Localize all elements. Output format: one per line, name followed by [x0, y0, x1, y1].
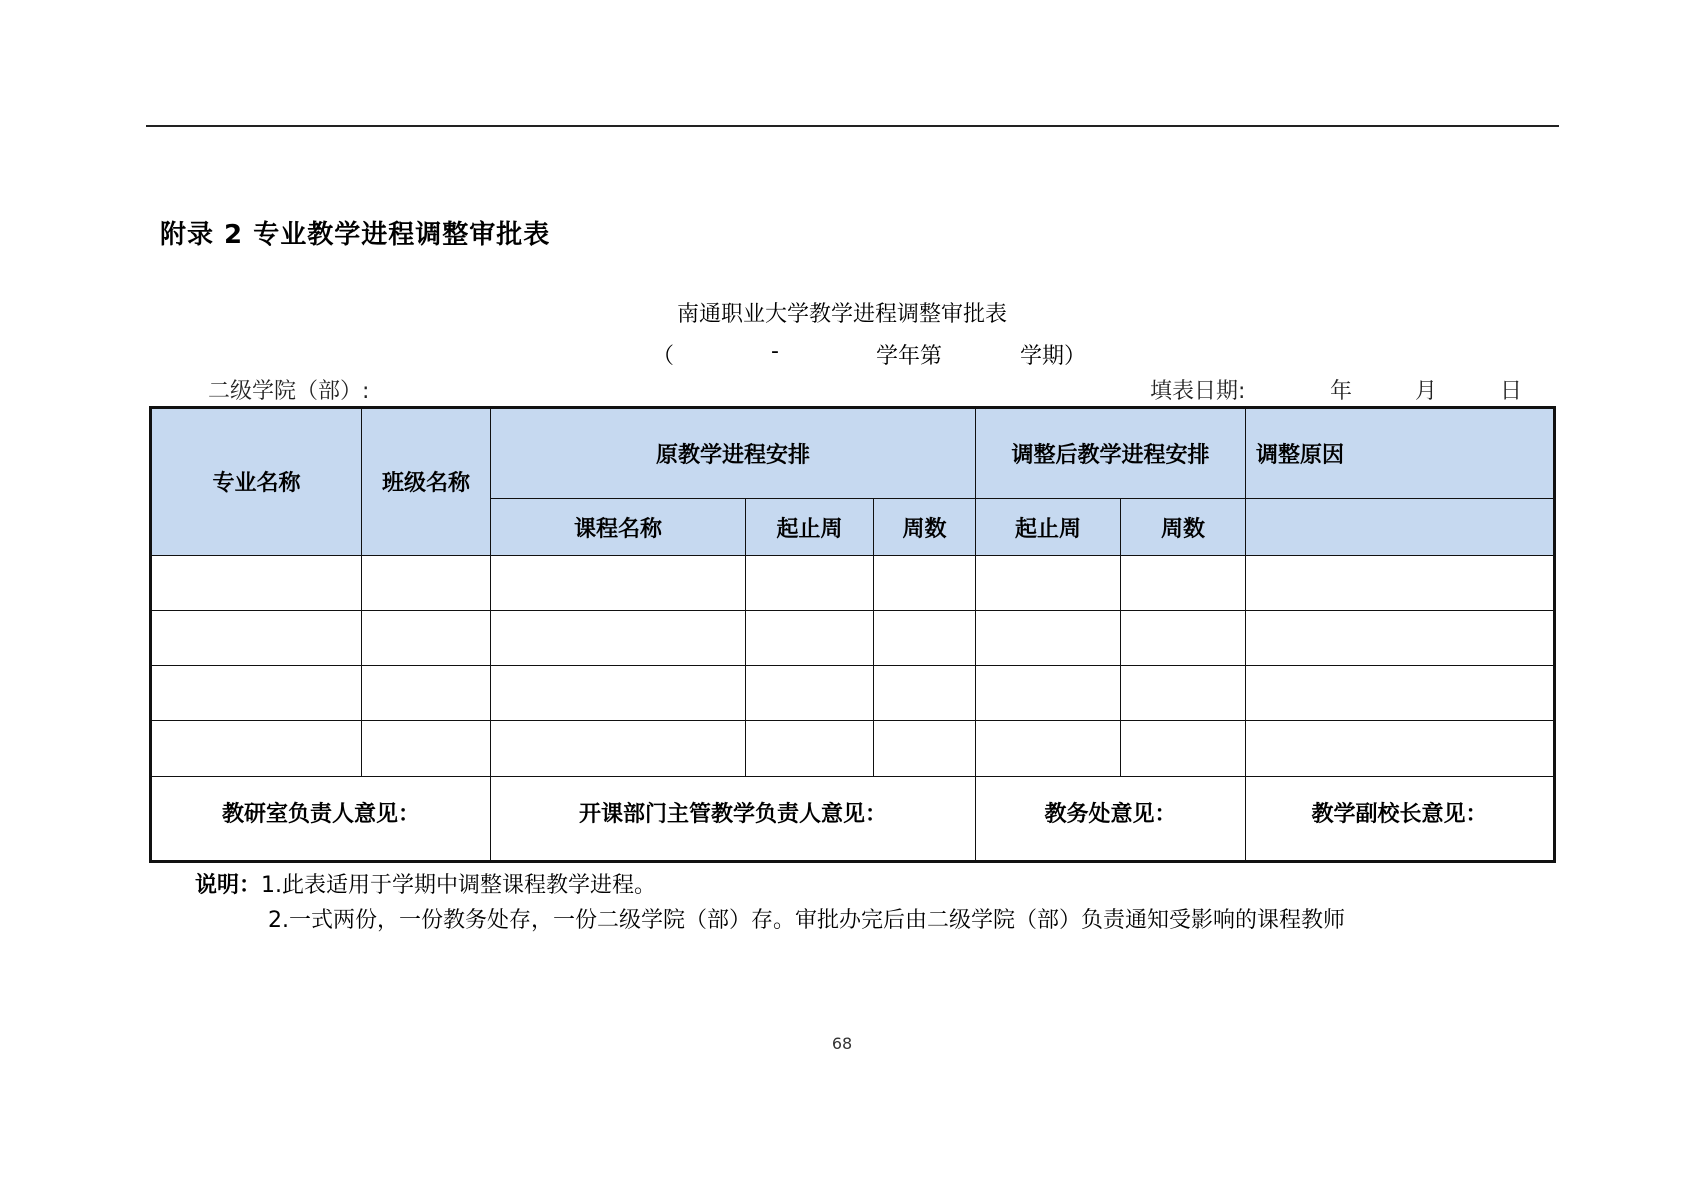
table-row [151, 666, 1555, 721]
cell-reason[interactable] [1246, 555, 1555, 610]
cell-course[interactable] [491, 721, 746, 776]
cell-orig-count[interactable] [874, 666, 976, 721]
page-number: 68 [831, 1034, 853, 1053]
cell-class[interactable] [362, 666, 491, 721]
cell-adj-range[interactable] [976, 555, 1121, 610]
header-major-name: 专业名称 [151, 408, 362, 556]
header-class-name: 班级名称 [362, 408, 491, 556]
cell-orig-range[interactable] [746, 610, 874, 665]
header-adjust-reason: 调整原因 [1246, 408, 1555, 499]
header-rule [146, 125, 1559, 127]
cell-course[interactable] [491, 666, 746, 721]
academic-year-label: 学年第 [876, 344, 943, 369]
date-year-label: 年 [1330, 379, 1353, 404]
cell-adj-count[interactable] [1121, 666, 1246, 721]
header-adj-week-count: 周数 [1121, 499, 1246, 555]
header-adj-week-range: 起止周 [976, 499, 1121, 555]
cell-adj-count[interactable] [1121, 721, 1246, 776]
cell-reason[interactable] [1246, 666, 1555, 721]
header-original-schedule: 原教学进程安排 [491, 408, 976, 499]
appendix-heading: 附录 2 专业教学进程调整审批表 [160, 220, 551, 250]
cell-adj-range[interactable] [976, 721, 1121, 776]
cell-orig-count[interactable] [874, 610, 976, 665]
table-row [151, 721, 1555, 776]
cell-class[interactable] [362, 721, 491, 776]
note-line-2: 2.一式两份，一份教务处存，一份二级学院（部）存。审批办完后由二级学院（部）负责通知受影响的课程教师 [268, 908, 1345, 933]
note-label: 说明： [195, 873, 262, 898]
cell-adj-range[interactable] [976, 666, 1121, 721]
cell-major[interactable] [151, 610, 362, 665]
cell-course[interactable] [491, 555, 746, 610]
header-orig-week-count: 周数 [874, 499, 976, 555]
semester-label: 学期） [1020, 344, 1087, 369]
cell-orig-count[interactable] [874, 721, 976, 776]
semester-dash: - [771, 339, 779, 364]
table-row [151, 610, 1555, 665]
table-row [151, 555, 1555, 610]
cell-class[interactable] [362, 555, 491, 610]
cell-major[interactable] [151, 721, 362, 776]
opinion-academic-affairs[interactable]: 教务处意见： [976, 776, 1246, 861]
form-title: 南通职业大学教学进程调整审批表 [676, 302, 1007, 327]
header-adjusted-schedule: 调整后教学进程安排 [976, 408, 1246, 499]
cell-adj-range[interactable] [976, 610, 1121, 665]
cell-adj-count[interactable] [1121, 610, 1246, 665]
opinion-department[interactable]: 开课部门主管教学负责人意见： [491, 776, 976, 861]
opinion-teaching-office[interactable]: 教研室负责人意见： [151, 776, 491, 861]
note-text-1: 1.此表适用于学期中调整课程教学进程。 [261, 873, 657, 898]
semester-open-paren: （ [652, 344, 675, 369]
cell-orig-count[interactable] [874, 555, 976, 610]
cell-orig-range[interactable] [746, 721, 874, 776]
date-day-label: 日 [1500, 379, 1523, 404]
fill-date-label: 填表日期: [1150, 379, 1246, 404]
date-month-label: 月 [1415, 379, 1438, 404]
cell-reason[interactable] [1246, 610, 1555, 665]
note-line-1 [195, 868, 656, 899]
cell-major[interactable] [151, 666, 362, 721]
cell-reason[interactable] [1246, 721, 1555, 776]
cell-orig-range[interactable] [746, 666, 874, 721]
cell-class[interactable] [362, 610, 491, 665]
college-label: 二级学院（部）: [208, 379, 370, 404]
cell-major[interactable] [151, 555, 362, 610]
header-course-name: 课程名称 [491, 499, 746, 555]
header-reason-blank [1246, 499, 1555, 555]
approval-table [149, 406, 1556, 863]
opinion-vice-president[interactable]: 教学副校长意见： [1246, 776, 1555, 861]
cell-orig-range[interactable] [746, 555, 874, 610]
cell-adj-count[interactable] [1121, 555, 1246, 610]
header-orig-week-range: 起止周 [746, 499, 874, 555]
cell-course[interactable] [491, 610, 746, 665]
